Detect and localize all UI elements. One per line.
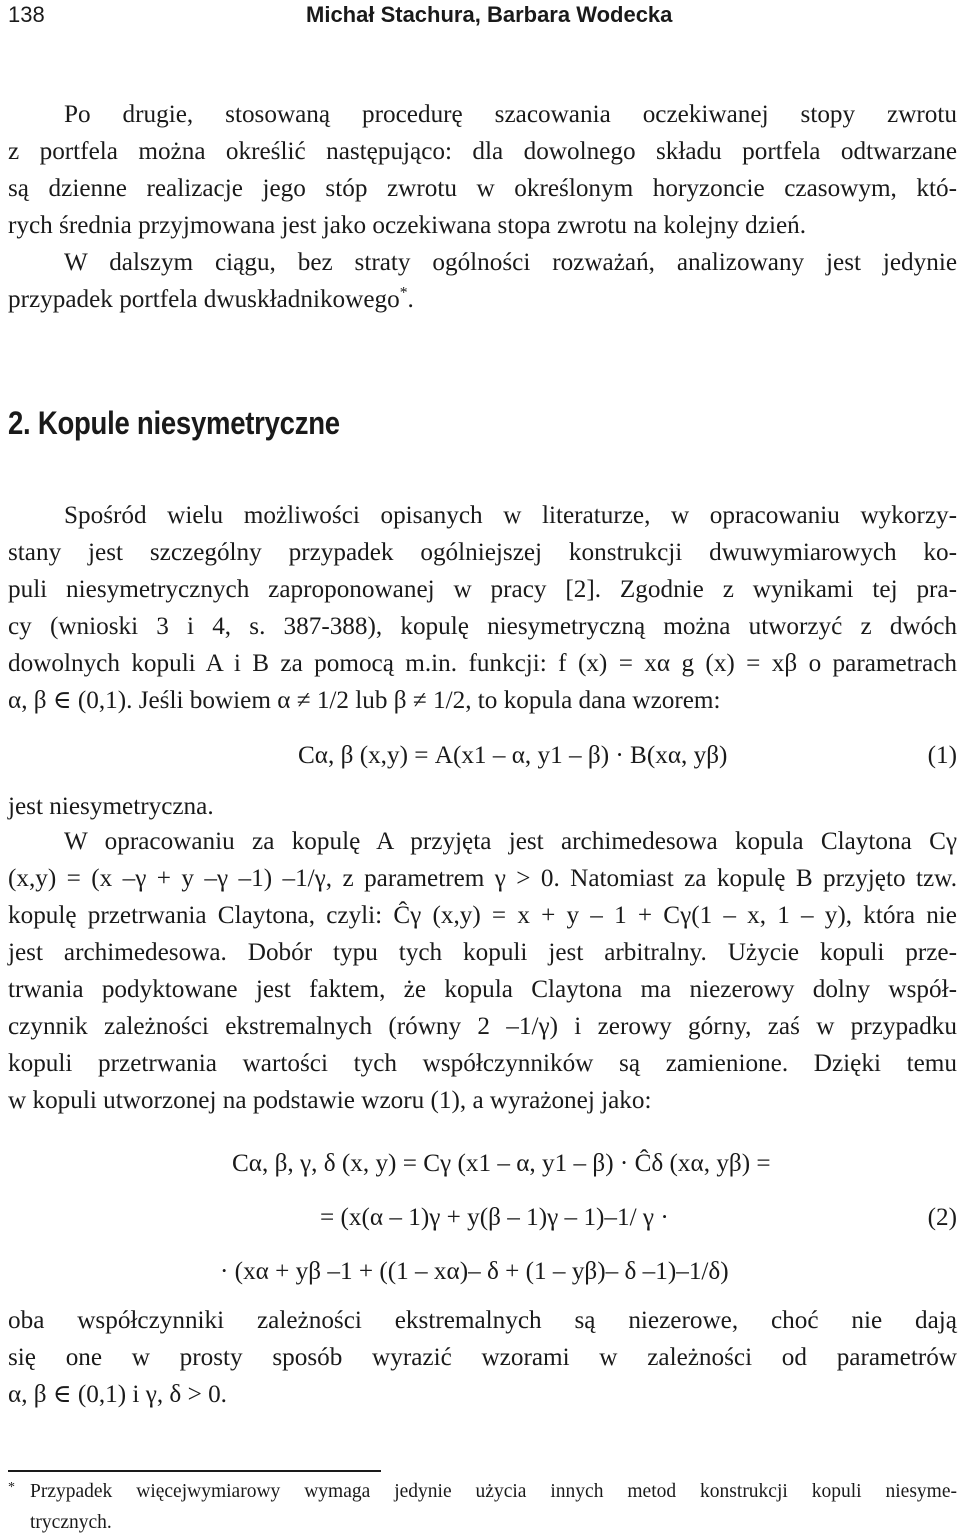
equation-2-number: (2) bbox=[927, 1204, 957, 1231]
section-title: 2. Kopule niesymetryczne bbox=[8, 405, 340, 441]
paragraph-3 bbox=[8, 497, 957, 719]
text-line: czynnik zależności ekstremalnych (równy 2 –1/γ) i zerowy górny, zaś w przypadku bbox=[8, 1013, 957, 1040]
text-line: w kopuli utworzonej na podstawie wzoru (1), a wyrażonej jako: bbox=[8, 1087, 652, 1114]
text-line: stany jest szczególny przypadek ogólniejszej konstrukcji dwuwymiarowych ko- bbox=[8, 539, 957, 566]
equation-2-line-3: · (xα + yβ –1 + ((1 – xα)– δ + (1 – yβ)– δ –1)–1/δ) bbox=[220, 1258, 729, 1285]
equation-1: Cα, β (x,y) = A(x1 – α, y1 – β) · B(xα, yβ) bbox=[298, 742, 728, 769]
text-line-with-footnote bbox=[8, 281, 957, 318]
text-line: rych średnia przyjmowana jest jako oczekiwana stopa zwrotu na kolejny dzień. bbox=[8, 212, 807, 239]
text-line: puli niesymetrycznych zaproponowanej w pracy [2]. Zgodnie z wynikami tej pra- bbox=[8, 576, 957, 603]
equation-1-continuation bbox=[8, 788, 960, 825]
text-segment: . bbox=[407, 286, 414, 313]
text-line: z portfela można określić następująco: dla dowolnego składu portfela odtwarzane bbox=[8, 138, 957, 165]
footnote-divider bbox=[8, 1470, 381, 1472]
equation-2-line-2: = (x(α – 1)γ + y(β – 1)γ – 1)–1/ γ · bbox=[320, 1204, 669, 1231]
text-line: W opracowaniu za kopulę A przyjęta jest archimedesowa kopula Claytona Cγ bbox=[64, 828, 957, 855]
text-segment: przypadek portfela dwuskładnikowego bbox=[8, 286, 400, 313]
footnote-line: Przypadek więcejwymiarowy wymaga jedynie użycia innych metod konstrukcji kopuli niesyme- bbox=[30, 1481, 957, 1502]
equation-2-line-1: Cα, β, γ, δ (x, y) = Cγ (x1 – α, y1 – β) · Ĉδ (xα, yβ) = bbox=[232, 1150, 771, 1177]
text-line: cy (wnioski 3 i 4, s. 387-388), kopulę niesymetryczną można utworzyć z dwóch bbox=[8, 613, 957, 640]
text-line: Po drugie, stosowaną procedurę szacowania oczekiwanej stopy zwrotu bbox=[64, 101, 957, 128]
text-line: trwania podyktowane jest faktem, że kopula Claytona ma niezerowy dolny współ- bbox=[8, 976, 957, 1003]
text-line: Spośród wielu możliwości opisanych w literaturze, w opracowaniu wykorzy- bbox=[64, 502, 957, 529]
footnote-ref: * bbox=[399, 284, 408, 302]
text-line: jest niesymetryczna. bbox=[8, 793, 214, 820]
text-line: α, β ∈ (0,1) i γ, δ > 0. bbox=[8, 1381, 227, 1408]
page-header bbox=[8, 2, 960, 34]
text-line: kopulę przetrwania Claytona, czyli: Ĉγ (x,y) = x + y – 1 + Cγ(1 – x, 1 – y), która nie bbox=[8, 902, 957, 929]
text-line: (x,y) = (x –γ + y –γ –1) –1/γ, z parametrem γ > 0. Natomiast za kopulę B przyjęto tzw. bbox=[8, 865, 957, 892]
text-line: się one w prosty sposób wyrazić wzorami w zależności od parametrów bbox=[8, 1344, 957, 1371]
text-line: W dalszym ciągu, bez straty ogólności rozważań, analizowany jest jedynie bbox=[64, 249, 957, 276]
footnote bbox=[8, 1476, 957, 1538]
text-line: α, β ∈ (0,1). Jeśli bowiem α ≠ 1/2 lub β ≠ 1/2, to kopula dana wzorem: bbox=[8, 687, 721, 714]
text-line: jest archimedesowa. Dobór typu tych kopuli jest arbitralny. Użycie kopuli prze- bbox=[8, 939, 957, 966]
paragraph-4 bbox=[8, 823, 957, 1119]
paragraph-2 bbox=[8, 244, 957, 318]
text-line: dowolnych kopuli A i B za pomocą m.in. funkcji: f (x) = xα g (x) = xβ o parametrach bbox=[8, 650, 957, 677]
running-head-authors: Michał Stachura, Barbara Wodecka bbox=[306, 2, 673, 27]
page-number: 138 bbox=[8, 2, 45, 27]
paragraph-1 bbox=[8, 96, 957, 244]
footnote-mark: * bbox=[8, 1480, 15, 1495]
paragraph-5 bbox=[8, 1302, 957, 1413]
text-line: oba współczynniki zależności ekstremalnych są niezerowe, choć nie dają bbox=[8, 1307, 957, 1334]
footnote-line: trycznych. bbox=[30, 1512, 112, 1533]
text-line: są dzienne realizacje jego stóp zwrotu w określonym horyzoncie czasowym, któ- bbox=[8, 175, 957, 202]
equation-1-number: (1) bbox=[927, 742, 957, 769]
text-line: kopuli przetrwania wartości tych współczynników są zamienione. Dzięki temu bbox=[8, 1050, 957, 1077]
